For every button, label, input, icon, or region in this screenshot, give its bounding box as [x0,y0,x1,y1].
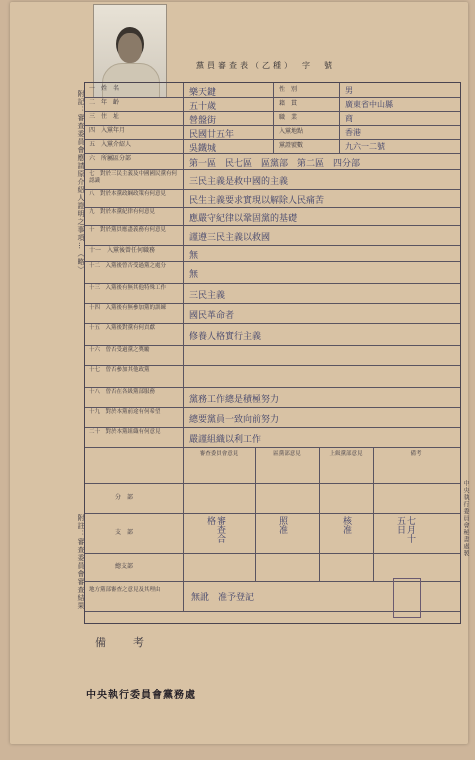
remarks-label: 備 考 [95,636,152,649]
row-value: 樂天鍵 [189,87,217,98]
row-label: 十八 曾否在各級黨部服務 [89,389,156,395]
row-divider [85,323,460,324]
row-label: 十七 曾否參加其他政黨 [89,367,150,373]
final-label-divider [183,581,184,611]
row-label: 十四 入黨後有無參加黨的訓練 [89,305,167,311]
mid-divider [273,83,274,153]
left-margin-note-lower: 附註：審查委員會審查結果 [77,514,85,610]
row-label: 四 入黨年月 [89,127,126,134]
row-label: 一 姓 名 [89,85,120,92]
row-label: 八 對於本黨政綱政策有何意見 [89,191,167,197]
final-opinion-label: 地方黨部審查之意見及其理由 [89,587,161,593]
review-row-label: 總支部 [115,563,134,570]
row-label: 六 所屬區分部 [89,155,132,162]
review-col-divider [373,447,374,581]
row-label: 五 入黨介紹人 [89,141,132,148]
row-label: 十九 對於本黨前途有何希望 [89,409,161,415]
review-row-divider [85,553,460,554]
row-value: 民生主義要求實現以解除人民痛苦 [189,195,325,206]
row-divider [85,387,460,388]
review-header: 區黨部意見 [273,451,301,457]
row-value: 嚴謹組織以利工作 [189,434,262,445]
row-divider [85,189,460,190]
row-divider [85,169,460,170]
row-value: 黨務工作總是積極努力 [189,394,280,405]
review-header: 審查委員會意見 [199,451,239,457]
review-header: 備考 [410,451,422,457]
row-value: 修養人格實行主義 [189,331,262,342]
review-cell: 核准 [341,516,351,534]
right-row-label: 入黨地點 [279,128,304,135]
right-row-label: 性 別 [279,86,298,93]
portrait-face [118,33,142,63]
review-cell: 照准 [277,516,287,534]
right-row-label: 黨證號數 [279,142,304,149]
review-cell: 審查合格 [205,516,225,543]
row-value: 第一區 民七區 區黨部 第二區 四分部 [189,158,361,169]
row-divider [85,303,460,304]
row-value: 民國廿五年 [189,129,235,140]
row-divider [85,345,460,346]
right-row-value: 商 [345,114,353,123]
review-col-divider [255,447,256,581]
row-label: 十二 入黨後曾否受過黨之處分 [89,263,167,269]
official-seal [393,578,421,618]
row-divider [85,225,460,226]
row-value: 謹遵三民主義以救國 [189,232,271,243]
right-row-value: 香港 [345,128,361,137]
row-label: 十六 曾否受過黨之獎勵 [89,347,150,353]
row-divider [85,447,460,448]
row-value: 營盤街 [189,115,217,126]
row-label: 十五 入黨後對黨有何貢獻 [89,325,156,331]
row-divider [85,153,460,154]
row-divider [85,283,460,284]
right-row-value: 廣東省中山縣 [345,100,393,109]
form-title: 黨員審查表（乙種） 字 號 [196,61,335,70]
row-divider [85,365,460,366]
row-divider [85,407,460,408]
row-divider [85,427,460,428]
row-label: 二十 對於本黨組織有何意見 [89,429,161,435]
review-cell: 七月十五日 [395,516,415,543]
row-value: 無 [189,269,199,280]
row-divider [85,207,460,208]
row-value: 國民革命者 [189,310,235,321]
row-value: 無 [189,250,199,261]
row-divider [85,261,460,262]
right-row-label: 籍 貫 [279,100,298,107]
label-divider [183,83,184,447]
row-label: 十 對於黨員應盡義務有何意見 [89,227,167,233]
row-value: 總要黨員一致向前努力 [189,414,280,425]
review-row-divider [85,513,460,514]
right-label-divider [339,83,340,153]
row-label: 七 對於三民主義及中國國民黨有何認識 [89,171,178,184]
form-table [84,82,461,649]
final-opinion-value: 無訛 准予登記 [191,593,255,603]
review-col-divider [183,447,184,581]
row-label: 二 年 齡 [89,99,120,106]
row-value: 三民主義是救中國的主義 [189,176,289,187]
bottom-label: 中央執行委員會黨務處 [86,690,196,701]
row-value: 三民主義 [189,290,226,301]
row-value: 吳鐵城 [189,143,217,154]
row-label: 三 住 址 [89,113,120,120]
row-label: 九 對於本黨紀律有何意見 [89,209,156,215]
row-label: 十一 入黨後曾任何職務 [89,247,156,254]
review-col-divider [319,447,320,581]
right-row-value: 九六一二號 [345,142,385,151]
right-margin-note: 中央執行委員會秘書處製 [462,480,469,557]
row-divider [85,245,460,246]
right-row-value: 男 [345,86,353,95]
row-label: 十三 入黨後有無其他特殊工作 [89,285,167,291]
right-row-label: 職 業 [279,114,298,121]
review-row-label: 分 部 [115,494,134,501]
review-header-divider [85,483,460,484]
row-value: 應嚴守紀律以鞏固黨的基礎 [189,213,298,224]
review-row-label: 支 部 [115,529,134,536]
left-margin-note: 附記：審查委員會應請原介紹人證明之事項…（略） [77,90,85,274]
review-header: 上級黨部意見 [329,451,363,457]
row-value: 五十歲 [189,101,217,112]
